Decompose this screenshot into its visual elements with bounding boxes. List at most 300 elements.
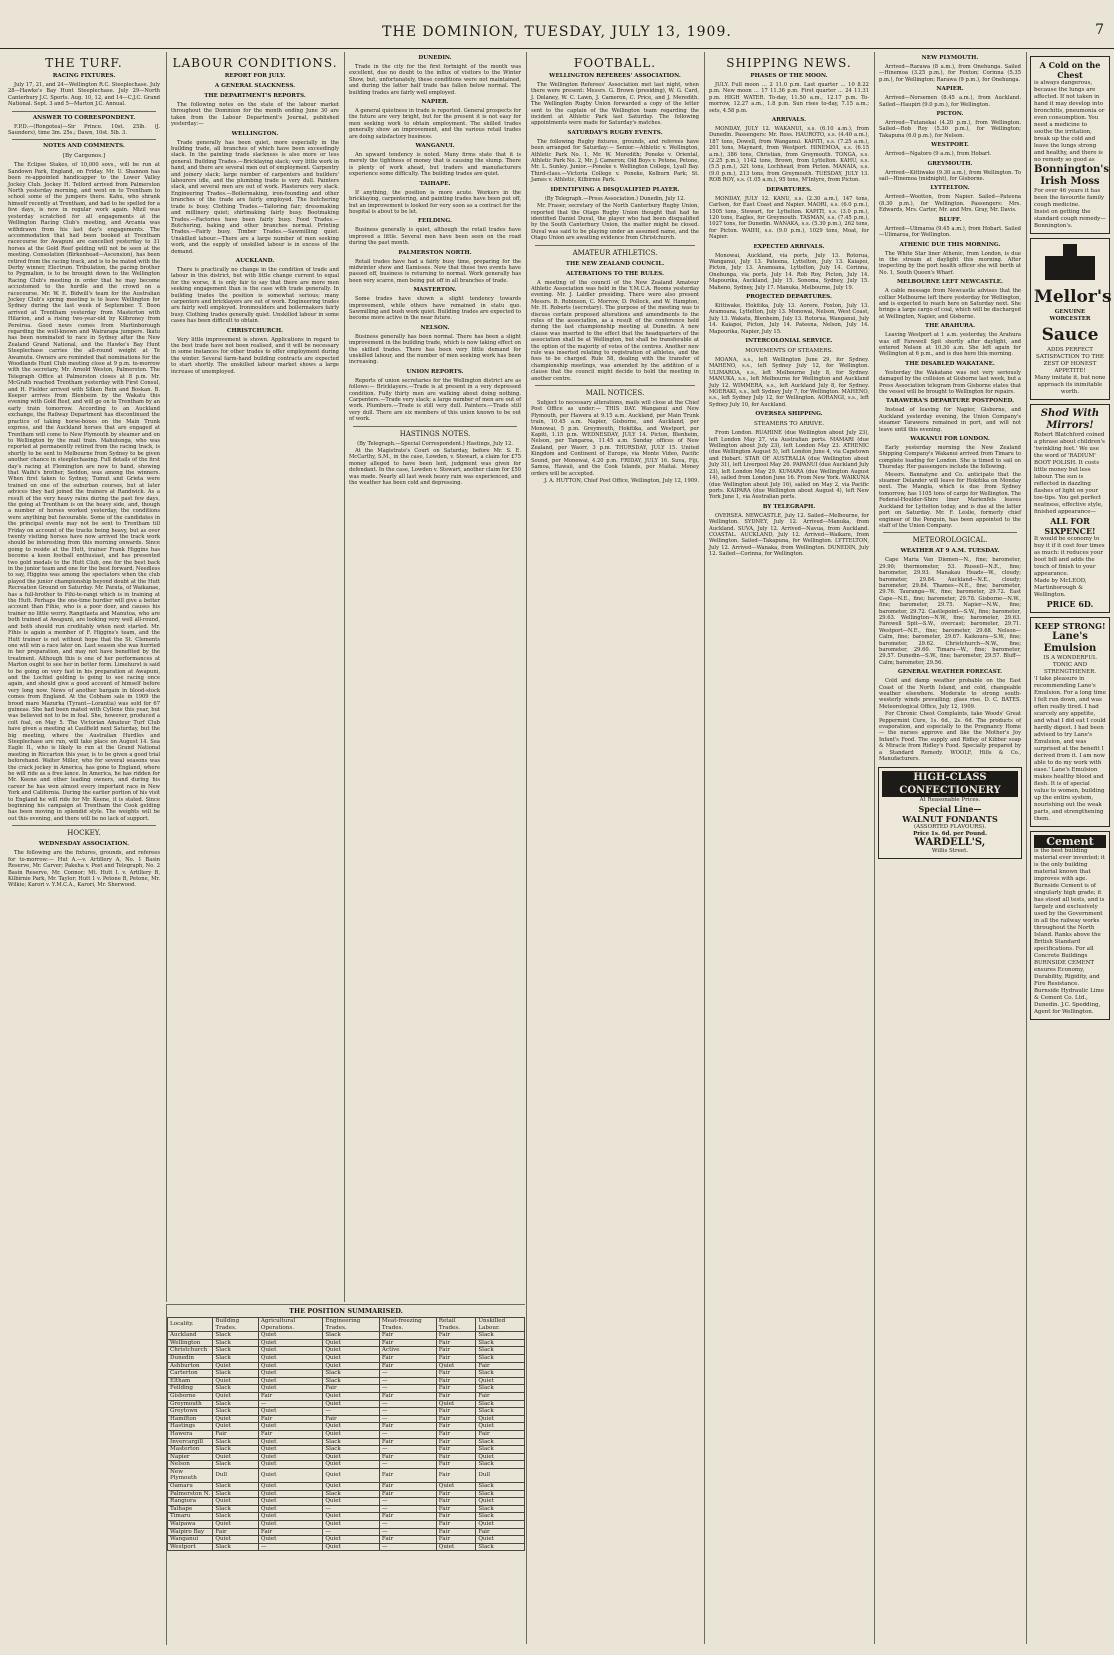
lanes-title: Lane's Emulsion	[1043, 631, 1097, 654]
table-cell: Slack	[213, 1490, 258, 1498]
position-heading: THE POSITION SUMMARISED.	[289, 1307, 403, 1315]
table-cell: Fair	[436, 1446, 476, 1454]
table-cell: Slack	[323, 1446, 380, 1454]
table-cell: Fair	[436, 1536, 476, 1544]
masterton-body: Some trades have shown a slight tendency towards improvement, while others have remained in statu quo. Sawmilling and bush work quiet. Building trades are expected to become more active in the near future.	[349, 296, 521, 322]
table-cell: Fair	[436, 1521, 476, 1529]
chest-body: is always dangerous, because the lungs are affected. If not taken in hand it may develop into bronchitis, pneumonia or even consumption. You need a medicine to soothe the irritation, break up the cold and leave the lungs strong and healthy, and there is no remedy so good as	[1034, 80, 1105, 163]
table-cell: Quiet	[436, 1400, 476, 1408]
weather-body: Cape Maria Van Diemen—N., fine; barometer, 29.90; thermometer, 53. Russell—N.E., fine; barometer, 29.93. Manakau Heads—W., cloudy; barometer, 29.84. Auckland—N.E., cloudy; barometer, 29.84. Thames—N.E., fine; barometer, 29.76. Tauranga—W., fine; barometer, 29.72. East Cape—N.E., fine; barometer, 29.78. Gisborne—N.W., fine; barometer, 29.75. Napier—N.W., fine; barometer, 29.72. Castlepoint—S.W., fine; barometer, 29.63. Wellington—N.W., fine; barometer, 29.63. Farewell Spit—S.W., overcast; barometer, 29.71. Westport—N.E., fine; barometer, 29.68. Nelson—Calm, fine; barometer, 29.67. Kaikoura—S.W., fine; barometer, 29.62. Christchurch—N.W., fine; barometer, 29.60. Timaru—W., fine; barometer, 29.57. Dunedin—S.W., fine; barometer, 29.57. Bluff—Calm; barometer, 29.56.	[879, 557, 1021, 666]
conf-line: Special Line—	[918, 803, 982, 814]
position-column-header: Agricultural Operations.	[258, 1318, 322, 1332]
westport-heading: WESTPORT.	[931, 142, 969, 149]
table-cell: —	[258, 1543, 322, 1551]
athletics-body: A meeting of the council of the New Zealand Amateur Athletic Association was held in the Y.M.C.A. Rooms yesterday evening. Mr. J. Laidler presiding. There were also present Messrs. B. Robinson, C. Morrow, D. Pollock, and W. Hampton, Mr. H. Roberts (secretary). The purpose of the meeting was to discuss certain proposed alterations and amendments to the rules of the association, as a result of the conference held during the last championship meeting at Dunedin. A new clause was inserted to the effect that the headquarters of the association shall be at Wellington, but shall be transferable at the option of the majority of votes of the centres. Another new rule was inserted relating to registration of athletes, and the fees to be charged. Rule 58, dealing with the transfer of championship meetings, was amended by the addition of a clause that the council might decide to hold the meeting in another centre.	[531, 279, 699, 382]
melbourne-body: A cable message from Newcastle advises that the collier Melbourne left there yesterday for Wellington, and is expected to reach here on Saturday next. She brings a large cargo of coal, which will be discharged at Wellington, Napier, and Gisborne.	[879, 288, 1021, 320]
table-cell: Quiet	[323, 1347, 380, 1355]
table-cell: Slack	[323, 1332, 380, 1340]
table-cell: —	[379, 1528, 436, 1536]
lyttelton-heading: LYTTELTON.	[930, 185, 970, 192]
sauce-bottle-icon	[1035, 242, 1105, 282]
table-cell: Fair	[379, 1483, 436, 1491]
table-cell: Slack	[323, 1370, 380, 1378]
disqualified-byline: (By Telegraph.—Press Association.) Dunedin, July 12.	[544, 195, 686, 202]
turf-answer: F.P.D.—(Rongotea)—Sir Prince. 10st. 25lb. (J. Saunders), time 3m. 25s.; Dawn, 10st. 5lb. 3.	[8, 123, 160, 137]
position-column-header: Building Trades.	[213, 1318, 258, 1332]
table-cell: Fair	[476, 1392, 525, 1400]
greymouth-body: Arrived—Kittiwake (9.30 a.m.), from Wellington. To sail—Hinemoa (midnight), for Gisborne.	[879, 169, 1021, 183]
mellors-sub: GENUINE WORCESTER	[1049, 309, 1091, 322]
table-cell: Fair	[213, 1528, 258, 1536]
table-cell: Quiet	[323, 1536, 380, 1544]
table-cell: Fair	[476, 1362, 525, 1370]
table-row	[168, 1498, 525, 1506]
table-cell: Slack	[213, 1408, 258, 1416]
table-cell: Fair	[436, 1354, 476, 1362]
taihape-body: If anything, the position is more acute. Workers in the bricklaying, carpentering, and painting trades have been put off, but an improvement is looked for very soon as a contract for the hospital is about to be let.	[349, 189, 521, 215]
table-cell: Dull	[476, 1468, 525, 1482]
table-cell: Quiet	[323, 1543, 380, 1551]
table-cell: Fair	[436, 1438, 476, 1446]
mellors-sauce: Sauce	[1041, 325, 1099, 345]
table-cell: Slack	[213, 1400, 258, 1408]
table-cell: Fair	[379, 1423, 436, 1431]
table-row	[168, 1423, 525, 1431]
table-row	[168, 1543, 525, 1551]
labour-sub2: A GENERAL SLACKNESS.	[214, 83, 296, 89]
table-cell: —	[379, 1415, 436, 1423]
table-cell: Slack	[476, 1332, 525, 1340]
table-cell: Slack	[213, 1438, 258, 1446]
table-cell: Quiet	[476, 1453, 525, 1461]
lanes-sub: IS A WONDERFUL TONIC AND STRENGTHENER.	[1043, 655, 1097, 675]
table-cell: Slack	[476, 1408, 525, 1416]
table-cell: Slack	[476, 1513, 525, 1521]
forecast-heading: GENERAL WEATHER FORECAST.	[897, 669, 1003, 676]
cement-body: is the best building material ever invented; it is the only building material known that improves with age. Burnside Cement is of singularly high grade; it has stood all tests, and is largely and exclusively used by the Government in all the railway works throughout the North Island. Ranks above the British Standard specifications. For all Concrete Buildings BURNSIDE CEMENT ensures Economy, Durability, Rigidity, and Fire Resistance.	[1034, 848, 1105, 987]
mellors-foot: Many imitate it, but none approach its inimitable worth.	[1034, 375, 1106, 395]
table-cell: Quiet	[323, 1461, 380, 1469]
departures-body: MONDAY, JULY 12. KANU, s.s. (2.30 a.m.), 147 tons, Carlson, for East Coast and Napier. MAORI, s.s. (6.0 p.m.), 1505 tons, Stewart, for Lyttelton. KAPITI, s.s. (3.0 p.m.), 120 tons, Eagles, for Greymouth. TASMAN, s.s. (7.45 p.m.), 1027 tons, for Dunedin. WANAKA, s.s. (5.30 p.m.), 262 tons, for Picton. WAIHI, s.s. (9.0 p.m.), 1029 tons, Moat, for Napier.	[709, 195, 869, 241]
table-row	[168, 1408, 525, 1416]
union-heading: UNION REPORTS.	[406, 368, 464, 375]
table-cell: Quiet	[258, 1423, 322, 1431]
mellors-title: Mellor's	[1034, 287, 1112, 307]
column-shipping	[704, 52, 873, 1644]
disabled-heading: THE DISABLED WAKATANE.	[905, 360, 995, 367]
weather-heading: METEOROLOGICAL.	[912, 536, 988, 545]
disqualified-body: Mr. Fraser, secretary of the North Canterbury Rugby Union, reported that the Otago Rugby Union thought that had he identified Daniel Duval, the player who had been disqualified by the South Canterbury Union, the matter might be closed. Duval was said to be playing under an assumed name, and the Otago Union are awaiting evidence from Christchurch.	[531, 203, 699, 242]
irish-moss-foot: Insist on getting the standard cough remedy—Bonnington's.	[1034, 209, 1106, 229]
table-cell: Quiet	[323, 1453, 380, 1461]
table-cell: Quiet	[323, 1483, 380, 1491]
table-row	[168, 1347, 525, 1355]
intercolonial-heading: INTERCOLONIAL SERVICE.	[745, 338, 833, 344]
table-cell: Fair	[258, 1415, 322, 1423]
table-cell: Fair	[436, 1385, 476, 1393]
table-cell: Quiet	[323, 1423, 380, 1431]
table-cell: Slack	[213, 1354, 258, 1362]
overseas-heading: OVERSEA SHIPPING.	[755, 411, 823, 418]
table-cell: Quiet	[258, 1468, 322, 1482]
turf-heading: THE TURF.	[45, 56, 123, 70]
table-cell: Masterton	[168, 1446, 213, 1454]
hastings-heading: HASTINGS NOTES.	[399, 429, 471, 438]
hastings-byline: (By Telegraph.—Special Correspondent.) Hastings, July 12.	[357, 440, 513, 447]
turf-fixtures-heading: RACING FIXTURES.	[52, 73, 116, 79]
table-cell: Eltham	[168, 1377, 213, 1385]
table-cell: Wellington	[168, 1339, 213, 1347]
table-cell: —	[323, 1408, 380, 1416]
arahura-heading: THE ARAHURA.	[924, 323, 976, 330]
nelson-heading: NELSON.	[420, 324, 450, 331]
page-number: 7	[1095, 22, 1104, 38]
position-column-header: Meat-freezing Trades.	[379, 1318, 436, 1332]
table-row	[168, 1453, 525, 1461]
table-cell: Quiet	[258, 1453, 322, 1461]
table-cell: Quiet	[258, 1385, 322, 1393]
table-cell: Quiet	[323, 1498, 380, 1506]
table-cell: Feilding	[168, 1385, 213, 1393]
feilding-body: Business generally is quiet, although the retail trades have improved a little. Several men have been seen on the road during the past month.	[349, 227, 521, 247]
table-cell: Greytown	[168, 1408, 213, 1416]
palmerston-heading: PALMERSTON NORTH.	[398, 249, 472, 256]
shipping-misc: Messrs. Bannatyne and Co. anticipate that the steamer Delander will leave for Hokitika on Monday next. The Mangla, which is due from Sydney tomorrow, has 1105 tons of cargo for Wellington. The Federal-Houlder-Shire liner Marienfels leaves Auckland for Lyttelton today, and is due at the latter port on Saturday. Mr. F. Leslie, formerly chief engineer of the Penguin, has been appointed to the staff of the Union Company.	[879, 471, 1021, 529]
labour-auckland-heading: AUCKLAND.	[235, 257, 275, 264]
cement-ad	[1030, 831, 1110, 1020]
table-cell: Fair	[258, 1528, 322, 1536]
table-cell: Fair	[436, 1370, 476, 1378]
table-row	[168, 1505, 525, 1513]
labour-christchurch: Very little improvement is shown. Applications in regard to the best trade have not been realised, and it will be necessary in some instances for other trades to offer employment during the winter. Several farm-hand building contracts are expected to start shortly. The unskilled labour market shows a large increase of unemployed.	[171, 336, 339, 375]
table-cell: Slack	[476, 1505, 525, 1513]
labour-wellington: Trade generally has been quiet, more especially in the building trade, all branches of which have been exceedingly slack. In the painting trade slackness is also more or less general. Building Trades.—Bricklaying slack; very little work in hand, and there are several men out of employment. Carpentry and joinery slack; large number of carpenters and builders' labourers idle, and the plumbing trade is very dull. Painters slack, and several men are out of work. Plasterers very slack. Engineering Trades.—Boilermaking, iron-founding and other branches of the trade are fairly employed. The butchering trade is busy. Clothing Trades.—Tailoring fair; dressmaking and millinery quiet; shirtmaking fairly busy. Bootmaking Trades.—Factories have been fairly busy. Food Trades.—Butchering, baking and other branches normal. Printing Trades.—Fairly busy. Timber Trades.—Sawmilling quiet. Unskilled labour.—There are a large number of men seeking work, and the supply of unskilled labour is in excess of the demand.	[171, 139, 339, 255]
turf-body: The Eclipse Stakes, of 10,000 sovs., will be run at Sandown Park, England, on Friday. Mr. U. Shannon has been re-appointed handicapper to the Lower Valley Jockey Club. Jockey H. Telford arrived from Palmerston North yesterday morning, and went on to Trentham to school some of the jumpers there. Kahu, who shrank himself recently at Trentham, and had to be spelled for a few days, is now in regular work again. Mizil was yesterday scratched for all engagements at the Wellington Racing Club's meeting, and Arcania was withdrawn from his last day's engagements. The accommodation that had been booked at Trentham racecourse for Awapuni are cancelled yesterday to 31 horses at the Gold Reef gelding will not be seen at the meeting. Consolation (Birkenhead—Ascension), has been retired from the racing track, and is to be mated with the Derby winner, Electrum. Tribulation, the pacing brother to Pygmalion, is to be brought down to the Wellington Racing Club's meeting in order that he may become accustomed to the hurdle and the crowd on a racecourse. Mr. W. E. Bidwill's team for the Australian Jockey Club's spring meeting is to leave Wellington for Sydney during the last week of September. T. Boon arrived at Trentham yesterday from Masterton with Hilarion, and a rising two-year-old by Kilbroney from Pereiroa. Good news comes from Martinborough regarding the well-known and Wairarapa jumpers. Ikatu has been nominated to race in Sydney after the New Zealand Grand National, and the Hawke's Bay Hunt Steeplechase carries the all-round weight at Te Awamutu. Owners are reminded that nominations for the Woodlands Hunt Club meeting close at 9 p.m. to-morrow with the secretary, Mr. Arnold Weston, Palmerston. The Telegraph Office at Palmerston closes at 8 p.m. Mr. McGrath reached Trentham yesterday with First Consul, and H. Fielder arrived with Silken Rein and Boskan. B. Keeper arrives from Blenheim by the Wakatu this evening with Gold Reef, and will go on to Trentham by an early train tomorrow. According to an Auckland exchange, the Railway Department has discontinued the practice of taking horse-boxes on the Main Trunk express, and the Auckland horses that are engaged at Trentham will come to New Plymouth by steamer and on to Wellington by the mail train. Mahutonga, who was reported at permanently retired from the racing track, is shortly to be sent to Melbourne from Sydney to be given another chance in steeplechasing. Full details of the first day's racing at Flemington are now to hand, showing that Waihi's brother, Seddon, was among the winners. When first taken to Sydney, Tumut and Grieta were trained on one of the suburban courses, but at later advices they had joined the trainers at Randwick. As a result of the very heavy rains during the past few days, the going at Trentham is on the heavy side, and, though a number of horses worked yesterday, the conditions were anything but favourable. Some of the candidates in the principal events may not be sent to Trentham till Friday on account of the tracks being heavy, but as over twenty visiting horses have now arrived the track work should be interesting from this morning onwards. Since going to reside at the Hutt, trainer Frank Higgins has become a keen football enthusiast, and has presented two gold medals to the Hutt Club, one for the best back in the junior team and one for the best forward. Needless to say, Higgins was among the spectators when the club played the junior championship beyond doubt at the Hutt Recreation Ground on Saturday. Mr. Parata, of Waikanae, has a full-brother to Fihi-te-rangi which is in training at the Hutt. Perhaps the one-time hurdler will give a better account than Fihie, who is a poor doer, and causes his trainer no little worry. Rangitaeta and Manutoa, who are both trained at Awapuni, are looking very well all-round, and both should run creditably when next started. Mr. Fihis is again a member of F. Higgins's team, and the Hutt trainer is not without hope that the St. Clements one will win a race later on. Last season she was hurried in her preparation, and may not have benefited by the treatment. Although this is one of her performances at Marton ought to see her in better form. Limehurst is said to be going on very fast in his preparation at Awapuni, and the Lochiel gelding is going to see racing once again, and should give a good account of himself before very long now. News of another bargain in blood-stock comes from England. At the Cobham sale in 1909 the brood mare Mazurka (Tyrant—Lorantia) was sold for 67 guineas. She had been mated with Cyllene this year, but was believed not to be in foal. She, however, produced a colt foal, on May 5. The Victorian Amateur Turf Club have given a meeting at Caulfield next Saturday, but the big meeting, where the Australian Hurdles and Steeplechase are run, will take place on August 14. Sea Eagle II., who is likely to run at the Grand National meeting in Riccarton this year, is to be given a good trial beforehand. Walter Miller, who for several seasons was the crack jockey in America, has gone to England, where he will ride as a free lance. In America, he has ridden for Mr. Keene and other leading owners, and during his career he has won almost every important race in New York and California. During the earlier portion of his visit to England he will ride for Mr. Keene, it is stated. Since beginning his campaign at Trentham the Cook gelding has been moving in splendid style. The weights will be out this evening, and there will be no lack of support.	[8, 162, 160, 822]
table-cell: Quiet	[258, 1461, 322, 1469]
bluff-heading: BLUFF.	[938, 216, 962, 223]
table-cell: Slack	[213, 1505, 258, 1513]
table-cell: Quiet	[323, 1513, 380, 1521]
table-cell: Slack	[213, 1370, 258, 1378]
forecast-body: Cold and damp weather probable on the East Coast of the North Island, and cold, changeable weather elsewhere. Moderate to strong south-westerly winds prevailing; glass rise. D. C. BATES. Meteorological Office, July 12, 1909.	[879, 678, 1021, 710]
table-cell: Rangiora	[168, 1498, 213, 1506]
arrivals-body: MONDAY, JULY 12. WAKANUI, s.s. (6.10 a.m.), from Dunedin. Passengers: Mr. Ross. HAUROTO, s.s. (4.40 a.m.), 187 tons, Dowell, from Wanganui. KAPITI, s.s. (7.25 a.m.), 201 tons, Maynard, from Westport. HINEMOA, s.s. (6.15 a.m.), 386 tons, Christian, from Greymouth. TONGA, s.s. (2.25 p.m.), 1142 tons, Brown, from Lyttelton. KAHU, s.s. (5.5 p.m.), 321 tons, Lochhead, from Picton. MANAIA, s.s. (9.0 p.m.), 213 tons, from Greymouth. TUESDAY, JULY 13. ROB ROY, s.s. (1.05 a.m.), 95 tons, M'Intyre, from Picton.	[709, 126, 869, 184]
table-row	[168, 1536, 525, 1544]
table-cell: Quiet	[213, 1362, 258, 1370]
conf-flavours: (ASSORTED FLAVOURS).	[914, 823, 986, 830]
column-labour	[166, 52, 343, 1302]
projected-heading: PROJECTED DEPARTURES.	[746, 293, 832, 300]
shod-ad	[1030, 404, 1110, 613]
table-cell: Quiet	[258, 1362, 322, 1370]
table-cell: Fair	[436, 1461, 476, 1469]
picton-heading: PICTON.	[936, 111, 964, 118]
table-cell: Quiet	[258, 1347, 322, 1355]
table-cell: Fair	[436, 1339, 476, 1347]
table-cell: Slack	[476, 1490, 525, 1498]
table-cell: —	[379, 1543, 436, 1551]
divider	[12, 139, 156, 140]
table-cell: Slack	[476, 1483, 525, 1491]
disabled-body: Yesterday the Wakatane was not very seriously damaged by the collision at Gisborne last week, but a Press Association telegram from Gisborne states that the vessel will be brought to Wellington for repairs.	[879, 369, 1021, 395]
column-shipping-continued	[874, 52, 1025, 1644]
table-cell: Quiet	[258, 1354, 322, 1362]
shod-body: Robert Blatchford coined a phrase about children's 'twinkling feet.' We use the word of 'RADIUM' BOOT POLISH. It costs little money but less labour. The sun is reflected in dazzling flashes of light on your toe-tips. You get perfect neatness, effective style, finished appearance—	[1034, 432, 1105, 515]
lanes-keep-strong: KEEP STRONG!	[1034, 621, 1106, 631]
table-cell: —	[323, 1528, 380, 1536]
labour-sub: REPORT FOR JULY.	[224, 73, 286, 79]
table-cell: Fair	[476, 1430, 525, 1438]
arrivals-heading: ARRIVALS.	[771, 117, 807, 124]
lyttelton-body: Arrived—Wootton, from Napier. Sailed—Pateena (8.30 p.m.), for Wellington. Passengers: Mrs. Edwards, Mrs. Carter, Mr. and Mrs. Gray, Mr. Davis.	[879, 194, 1021, 214]
table-cell: Fair	[436, 1415, 476, 1423]
position-column-header: Locality.	[168, 1318, 213, 1332]
intercolonial-sub: MOVEMENTS OF STEAMERS.	[745, 348, 833, 354]
table-cell: Fair	[436, 1513, 476, 1521]
table-cell: Fair	[258, 1392, 322, 1400]
table-cell: Quiet	[323, 1400, 380, 1408]
labour-intro: The following notes on the state of the labour market throughout the Dominion for the month ending June 30 are taken from the Labour Department's Journal, published yesterday:—	[171, 102, 339, 128]
wanganui-heading: WANGANUI.	[415, 143, 455, 150]
table-cell: Fair	[436, 1377, 476, 1385]
table-cell: Fair	[436, 1408, 476, 1416]
column-dunedin	[344, 52, 525, 1302]
table-cell: Quiet	[476, 1521, 525, 1529]
table-cell: Quiet	[323, 1339, 380, 1347]
tarawera-heading: TARAWERA'S DEPARTURE POSTPONED.	[885, 398, 1015, 405]
intercolonial-body: MOANA, s.s., left Wellington June 29, for Sydney. MAHENO, s.s., left Sydney July 12, for Wellington. ULIMAROA, s.s., left Melbourne July 8, for Sydney. MANUKA, s.s., left Melbourne for Wellington and Auckland July 12. WIMMERA, s.s., left Auckland July 8, for Sydney. MOERAKI, s.s., left Sydney July 7, for Wellington. MAHENO, s.s., left Sydney July 12, for Wellington. AORANGI, s.s., left Sydney July 10, for Auckland.	[709, 357, 869, 408]
table-cell: New Plymouth	[168, 1468, 213, 1482]
table-cell: Quiet	[258, 1339, 322, 1347]
table-cell: Fair	[379, 1513, 436, 1521]
column-football	[526, 52, 703, 1644]
table-cell: Fair	[379, 1339, 436, 1347]
table-cell: Quiet	[258, 1408, 322, 1416]
table-row	[168, 1385, 525, 1393]
wakanui-body: Early yesterday morning the New Zealand Shipping Company's Wakanui arrived from Timaru to complete loading for London. She is timed to sail on Thursday. Her passengers include the following.	[879, 445, 1021, 471]
table-cell: Slack	[476, 1385, 525, 1393]
turf-byline: [By Cargonos.]	[62, 153, 106, 160]
table-cell: —	[379, 1430, 436, 1438]
alterations-heading: ALTERATIONS TO THE RULES.	[566, 270, 664, 277]
napier-port-body: Arrived—Norsemen (8.45 a.m.), from Auckland. Sailed—Haupiri (9.0 p.m.), for Wellington.	[879, 95, 1021, 108]
telegraph-body: OVERSEA. NEWCASTLE, July 12. Sailed—Melbourne, for Wellington. SYDNEY, July 12. Arrived—Manuka, from Auckland. SUVA, July 12. Arrived—Navua, from Auckland. COASTAL. AUCKLAND, July 12. Arrived—Waikare, from Wellington. Sailed—Takapuna, for Wellington. LYTTELTON, July 12. Arrived—Wanaka, from Wellington. DUNEDIN, July 12. Sailed—Corinna, for Wellington.	[709, 512, 869, 558]
table-cell: Quiet	[436, 1483, 476, 1491]
table-cell: Quiet	[213, 1453, 258, 1461]
football-heading: FOOTBALL.	[573, 56, 657, 70]
table-cell: Fair	[436, 1453, 476, 1461]
new-plymouth-heading: NEW PLYMOUTH.	[921, 55, 979, 61]
table-row	[168, 1461, 525, 1469]
table-cell: Quiet	[258, 1498, 322, 1506]
column-turf	[4, 52, 164, 1644]
table-row	[168, 1354, 525, 1362]
shod-price: ALL FOR SIXPENCE!	[1044, 516, 1096, 536]
table-row	[168, 1332, 525, 1340]
table-cell: Slack	[213, 1513, 258, 1521]
shipping-heading: SHIPPING NEWS.	[726, 56, 852, 70]
labour-auckland: There is practically no change in the condition of trade and labour in this district, but with little change current to equal for the worse, it is only fair to say that there are more men seeking engagement than is the case with trade generally. In building trades the position is somewhat serious; many carpenters and bricklayers are out of work. Engineering trades are fairly well employed. Ironmoulders and boilermakers fairly busy. Clothing trades generally quiet. Unskilled labour in some cases has been difficult to obtain.	[171, 266, 339, 325]
turf-fixtures: July 17, 21, and 24—Wellington R.C. Steeplechase. July 28—Hawke's Bay Hunt Steeplechase. July 29—North Canterbury J.C. Sports. Aug. 10, 12, and 14—C.J.C. Grand National. Sept. 3 and 5—Marton J.C. Annual.	[8, 82, 160, 108]
conf-street: Willis Street.	[931, 847, 969, 854]
feilding-heading: FEILDING.	[418, 218, 452, 225]
table-cell: Quiet	[323, 1392, 380, 1400]
table-cell: Quiet	[323, 1521, 380, 1529]
table-cell: —	[379, 1505, 436, 1513]
table-cell: Waipawa	[168, 1521, 213, 1529]
divider	[12, 825, 156, 826]
position-column-header: Engineering Trades.	[323, 1318, 380, 1332]
table-cell: —	[379, 1446, 436, 1454]
table-cell: Slack	[323, 1490, 380, 1498]
table-row	[168, 1362, 525, 1370]
table-cell: Slack	[213, 1385, 258, 1393]
table-cell: Fair	[436, 1528, 476, 1536]
table-cell: Slack	[476, 1370, 525, 1378]
shod-price-tag: PRICE 6D.	[1046, 599, 1094, 609]
divider	[535, 385, 695, 386]
table-cell: Hastings	[168, 1423, 213, 1431]
masterton-heading: MASTERTON.	[413, 287, 457, 294]
divider	[883, 532, 1017, 533]
napier-port-heading: NAPIER.	[936, 86, 964, 93]
table-cell: Nelson	[168, 1461, 213, 1469]
bluff-body: Arrived—Ulimaroa (9.45 a.m.), from Hobart. Sailed—Ulimaroa, for Wellington.	[879, 225, 1021, 239]
hastings-body: At the Magistrate's Court on Saturday, before Mr. S. E. McCarthy, S.M., in the case, Lowden, v. Stewart, a claim for £75 money alleged to have been lent, judgment was given for defendant. In the case, Lowden v. Stewart, another claim for £50 was made. Nearly all last week heavy rain was experienced, and the weather has been cold and depressing.	[349, 448, 521, 487]
conf-shop: WARDELL'S,	[914, 836, 986, 848]
table-cell: —	[379, 1521, 436, 1529]
table-cell: Ashburton	[168, 1362, 213, 1370]
confectionery-ad	[878, 767, 1022, 859]
chest-heading: A Cold on the Chest	[1039, 60, 1101, 80]
column-ads	[1026, 52, 1113, 1644]
mail-body: Subject to necessary alterations, mails will close at the Chief Post Office as under:— THIS DAY. Wanganui and New Plymouth, per Hawera at 9.15 a.m. Auckland, per Main Trunk train, 10.45 a.m. Napier, Gisborne, and Auckland, per Monowai, 5 p.m. Greymouth, Hokitika, and Westport, per Kapiti, 1.15 p.m. WEDNESDAY, JULY 14. Picton, Blenheim, Nelson, per Tangaroa, 11.45 a.m. Sunday offices of New Zealand, per Waorr, 3 p.m. THURSDAY, JULY 15. United Kingdom and Continent of Europe, via Monte Video, Pacific Sound, per Monowai, 4.20 p.m. FRIDAY, JULY 16. Suva, Fiji, Samoa, Hawaii, and the Cook Islands, per Maitai. Money orders will be accepted.	[531, 400, 699, 477]
table-cell: Hamilton	[168, 1415, 213, 1423]
divider	[12, 111, 156, 112]
table-cell: Quiet	[436, 1543, 476, 1551]
table-cell: Timaru	[168, 1513, 213, 1521]
table-row	[168, 1438, 525, 1446]
westport-body: Arrived—Ngatoro (9 a.m.), from Hobart.	[885, 151, 992, 158]
shod-heading: Shod With Mirrors!	[1040, 408, 1100, 431]
melbourne-heading: MELBOURNE LEFT NEWCASTLE.	[896, 279, 1004, 286]
hockey-body: The following are the fixtures, grounds, and referees for to-morrow:— Hut A.—v. Artillery A, No. 1 Basin Reserve, Mr. Carver; Pakeha v. Post and Telegraph, No. 2 Basin Reserve, Mr. Connor; Mt. Hutt I. v. Artillery B, Kilbirnie Park, Mr. Taylor; Hutt 1 v. Petone B, Petone, Mr. Wilkie; Karori v. Y.M.C.A., Karori, Mr. Sherwood.	[8, 850, 160, 889]
table-cell: Invercargill	[168, 1438, 213, 1446]
telegraph-heading: BY TELEGRAPH.	[762, 503, 816, 510]
table-row	[168, 1392, 525, 1400]
table-cell: Quiet	[258, 1377, 322, 1385]
table-cell: Quiet	[323, 1468, 380, 1482]
table-cell: Fair	[436, 1490, 476, 1498]
table-cell: —	[379, 1377, 436, 1385]
palmerston-body: Retail trades have had a fairly busy time, preparing for the midwinter show and Ilamisses. Now that these two events have passed off, business is returning to normal. Work generally has been very scarce, men being put off in all branches of trade.	[349, 258, 521, 284]
conf-title: HIGH-CLASS CONFECTIONERY	[882, 771, 1018, 797]
mail-heading: MAIL NOTICES.	[585, 389, 645, 398]
table-cell: Quiet	[436, 1362, 476, 1370]
table-cell: Fair	[379, 1362, 436, 1370]
shod-maker: Made by McLEOD, Martinborough & Wellington.	[1034, 578, 1087, 598]
table-cell: Wanganui	[168, 1536, 213, 1544]
table-cell: Quiet	[258, 1505, 322, 1513]
moon-body: JULY. Full moon ... 2 11.0 p.m. Last quarter ... 10 8.22 p.m. New moon ... 17 11.36 p.m. First quarter ... 24 11.31 p.m. HIGH WATER. To-day, 11.50 a.m., 12.17 p.m. To-morrow, 12.27 a.m., 1.8 p.m. Sun rises to-day, 7.15 a.m.; sets, 4.58 p.m.	[709, 82, 869, 114]
table-cell: Fair	[436, 1468, 476, 1482]
table-cell: Quiet	[258, 1521, 322, 1529]
expected-body: Monowai, Auckland, via ports, July 13. Rotorua, Wanganui, July 13. Pateena, Lyttelton, July 13. Kaiapoi, Picton, July 13. Aramoana, Lyttelton, July 14. Corinna, Onehunga, via ports, July 14. Rob Roy, Picton, July 14. Mapourika, Auckland, July 15. Sonoma, Sydney, July 15. Maheno, Sydney, July 17. Manuka, Melbourne, July 19.	[709, 252, 869, 291]
table-cell: Quiet	[258, 1438, 322, 1446]
table-cell: —	[379, 1498, 436, 1506]
arahura-body: Leaving Westport at 1 a.m. yesterday, the Arahura was off Farewell Spit shortly after daylight, and entered Nelson at 10.30 a.m. She left again for Wellington at 6 p.m., and is due here this morning.	[879, 332, 1021, 358]
position-table	[167, 1317, 525, 1551]
table-row	[168, 1513, 525, 1521]
table-cell: Fair	[323, 1385, 380, 1393]
labour-christchurch-heading: CHRISTCHURCH.	[226, 327, 284, 334]
greymouth-heading: GREYMOUTH.	[927, 160, 973, 167]
weather-sub: WEATHER AT 9 A.M. TUESDAY.	[900, 548, 1000, 555]
table-cell: Quiet	[213, 1423, 258, 1431]
table-cell: —	[323, 1505, 380, 1513]
table-cell: Quiet	[258, 1536, 322, 1544]
table-cell: Gisborne	[168, 1392, 213, 1400]
nelson-body: Business generally has been normal. There has been a slight improvement in the building trade, which is now taking effect on the skilled trades. There has been very little demand for unskilled labour, and the number of men seeking work has been increasing.	[349, 333, 521, 366]
table-cell: Fair	[379, 1453, 436, 1461]
table-cell: Slack	[476, 1543, 525, 1551]
table-cell: Greymouth	[168, 1400, 213, 1408]
chest-ad	[1030, 56, 1110, 234]
napier-heading: NAPIER.	[421, 99, 449, 106]
table-cell: Quiet	[476, 1423, 525, 1431]
hockey-sub: WEDNESDAY ASSOCIATION.	[38, 841, 130, 848]
table-row	[168, 1430, 525, 1438]
table-cell: Slack	[323, 1438, 380, 1446]
position-column-header: Unskilled Labour.	[476, 1318, 525, 1332]
conf-price: Price 1s. 6d. per Pound.	[913, 830, 987, 837]
table-cell: Slack	[213, 1461, 258, 1469]
table-cell: Napier	[168, 1453, 213, 1461]
table-cell: Fair	[258, 1430, 322, 1438]
saturday-body: The following Rugby fixtures, grounds, and referees have been arranged for Saturday:— Senior.—Athletic v. Wellington, Athletic Park No. 1, Mr. W. Meredith; Poneke v. Oriental, Athletic Park No. 2, Mr. J. Cameron; Old Boys v. Petone, Petone, Mr. L. Sunley. Junior.—Poneke v. Wellington College, Lyall Bay. Third-class.—Victoria College v. Poneke, Kelburn Park; St. James v. Athletic, Kilbirnie Park.	[531, 138, 699, 184]
table-cell: Fair	[379, 1468, 436, 1482]
mellors-sauce-ad	[1030, 238, 1110, 400]
table-cell: Quiet	[258, 1370, 322, 1378]
table-cell: Fair	[379, 1438, 436, 1446]
labour-heading: LABOUR CONDITIONS.	[172, 56, 338, 70]
table-cell: Quiet	[476, 1498, 525, 1506]
departures-heading: DEPARTURES.	[766, 186, 812, 193]
conf-product: WALNUT FONDANTS	[902, 813, 998, 824]
table-cell: Waipiro Bay	[168, 1528, 213, 1536]
table-cell: Quiet	[258, 1446, 322, 1454]
table-cell: —	[379, 1461, 436, 1469]
table-row	[168, 1483, 525, 1491]
table-cell: Slack	[213, 1339, 258, 1347]
table-row	[168, 1400, 525, 1408]
table-cell: Palmerston N.	[168, 1490, 213, 1498]
dunedin-heading: DUNEDIN.	[418, 55, 452, 61]
table-cell: Slack	[476, 1446, 525, 1454]
turf-notes-heading: NOTES AND COMMENTS.	[43, 143, 125, 150]
new-plymouth-body: Arrived—Rarawa (8 a.m.), from Onehunga. Sailed—Hinemoa (3.25 p.m.), for Foxton; Corinna (5.35 p.m.), for Wellington; Rarawa (9 p.m.), for Onehunga.	[879, 64, 1021, 83]
table-cell: Active	[379, 1347, 436, 1355]
shod-foot: It would be economy to buy it if it cost four times as much: it reduces your boot bill and adds the touch of finish to your appearance.	[1034, 536, 1105, 577]
table-cell: Quiet	[476, 1536, 525, 1544]
table-cell: Fair	[379, 1332, 436, 1340]
table-cell: Slack	[476, 1438, 525, 1446]
table-cell: Dunedin	[168, 1354, 213, 1362]
table-cell: Quiet	[258, 1513, 322, 1521]
table-cell: Fair	[379, 1490, 436, 1498]
council-heading: THE NEW ZEALAND COUNCIL.	[565, 260, 665, 267]
athletics-heading: AMATEUR ATHLETICS.	[572, 248, 658, 257]
